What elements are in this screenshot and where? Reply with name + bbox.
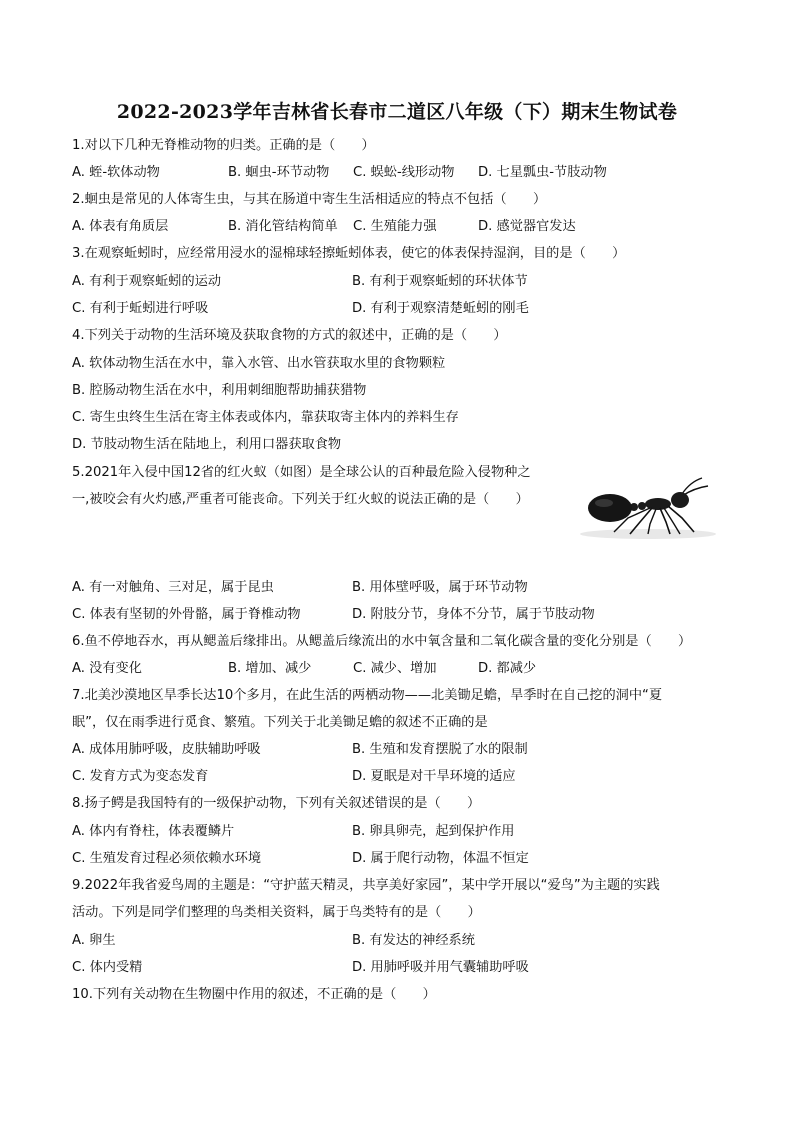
question-4-option-c: C. 寄生虫终生生活在寄主体表或体内，靠获取寄主体内的养料生存 [72, 410, 459, 425]
question-7-stem-line-2: 眠”，仅在雨季进行觅食、繁殖。下列关于北美锄足蟾的叙述不正确的是 [72, 715, 488, 730]
question-6-stem: 6.鱼不停地吞水，再从鳃盖后缘排出。从鳃盖后缘流出的水中氧含量和二氧化碳含量的变化分别是（ ） [72, 634, 692, 649]
question-5-option-b: B. 用体壁呼吸，属于环节动物 [352, 580, 528, 595]
question-2-stem: 2.蛔虫是常见的人体寄生虫，与其在肠道中寄生生活相适应的特点不包括（ ） [72, 192, 547, 207]
question-1-stem: 1.对以下几种无脊椎动物的归类。正确的是（ ） [72, 138, 375, 153]
question-8-option-d: D. 属于爬行动物，体温不恒定 [352, 851, 529, 866]
question-7-option-a: A. 成体用肺呼吸，皮肤辅助呼吸 [72, 742, 261, 757]
question-2-option-b: B. 消化管结构简单 [228, 219, 338, 234]
question-7-stem-line-1: 7.北美沙漠地区旱季长达10个多月，在此生活的两栖动物——北美锄足蟾，旱季时在自己挖的洞中“夏 [72, 688, 663, 703]
question-3-stem: 3.在观察蚯蚓时，应经常用浸水的湿棉球轻擦蚯蚓体表，使它的体表保持湿润，目的是（ ） [72, 246, 626, 261]
question-8-option-a: A. 体内有脊柱，体表覆鳞片 [72, 824, 235, 839]
question-9-stem-line-2: 活动。下列是同学们整理的鸟类相关资料，属于鸟类特有的是（ ） [72, 905, 481, 920]
question-4-stem: 4.下列关于动物的生活环境及获取食物的方式的叙述中，正确的是（ ） [72, 328, 507, 343]
red-fire-ant-image [570, 468, 720, 540]
question-4-option-b: B. 腔肠动物生活在水中，利用刺细胞帮助捕获猎物 [72, 383, 367, 398]
question-3-option-d: D. 有利于观察清楚蚯蚓的刚毛 [352, 301, 529, 316]
question-1-option-d: D. 七星瓢虫-节肢动物 [478, 165, 607, 180]
question-9-option-b: B. 有发达的神经系统 [352, 933, 475, 948]
question-9-option-c: C. 体内受精 [72, 960, 143, 975]
question-5-option-c: C. 体表有坚韧的外骨骼，属于脊椎动物 [72, 607, 301, 622]
question-1-option-a: A. 蛭-软体动物 [72, 165, 160, 180]
question-6-option-d: D. 都减少 [478, 661, 537, 676]
question-4-option-d: D. 节肢动物生活在陆地上，利用口器获取食物 [72, 437, 342, 452]
question-4-option-a: A. 软体动物生活在水中，靠入水管、出水管获取水里的食物颗粒 [72, 356, 446, 371]
question-9-option-a: A. 卵生 [72, 933, 116, 948]
question-6-option-b: B. 增加、减少 [228, 661, 312, 676]
question-7-option-d: D. 夏眠是对干旱环境的适应 [352, 769, 516, 784]
question-6-option-a: A. 没有变化 [72, 661, 142, 676]
question-2-option-a: A. 体表有角质层 [72, 219, 169, 234]
question-1-option-b: B. 蛔虫-环节动物 [228, 165, 330, 180]
question-9-option-d: D. 用肺呼吸并用气囊辅助呼吸 [352, 960, 529, 975]
question-8-option-c: C. 生殖发育过程必须依赖水环境 [72, 851, 262, 866]
question-1-option-c: C. 蜈蚣-线形动物 [353, 165, 455, 180]
question-5-stem-line-2: 一,被咬会有火灼感,严重者可能丧命。下列关于红火蚁的说法正确的是（ ） [72, 492, 529, 507]
question-7-option-b: B. 生殖和发育摆脱了水的限制 [352, 742, 528, 757]
question-8-stem: 8.扬子鳄是我国特有的一级保护动物，下列有关叙述错误的是（ ） [72, 796, 481, 811]
question-6-option-c: C. 减少、增加 [353, 661, 437, 676]
question-3-option-c: C. 有利于蚯蚓进行呼吸 [72, 301, 209, 316]
question-5-option-a: A. 有一对触角、三对足，属于昆虫 [72, 580, 274, 595]
question-5-option-d: D. 附肢分节，身体不分节，属于节肢动物 [352, 607, 595, 622]
question-2-option-c: C. 生殖能力强 [353, 219, 437, 234]
question-8-option-b: B. 卵具卵壳，起到保护作用 [352, 824, 515, 839]
question-10-stem: 10.下列有关动物在生物圈中作用的叙述，不正确的是（ ） [72, 987, 436, 1002]
question-7-option-c: C. 发育方式为变态发育 [72, 769, 209, 784]
question-2-option-d: D. 感觉器官发达 [478, 219, 576, 234]
question-3-option-a: A. 有利于观察蚯蚓的运动 [72, 274, 222, 289]
question-3-option-b: B. 有利于观察蚯蚓的环状体节 [352, 274, 528, 289]
question-9-stem-line-1: 9.2022年我省爱鸟周的主题是：“守护蓝天精灵，共享美好家园”，某中学开展以“爱鸟”为主题的实践 [72, 878, 660, 893]
question-5-stem-line-1: 5.2021年入侵中国12省的红火蚁（如图）是全球公认的百种最危险入侵物种之 [72, 465, 531, 480]
exam-title: 2022-2023学年吉林省长春市二道区八年级（下）期末生物试卷 [116, 101, 678, 123]
